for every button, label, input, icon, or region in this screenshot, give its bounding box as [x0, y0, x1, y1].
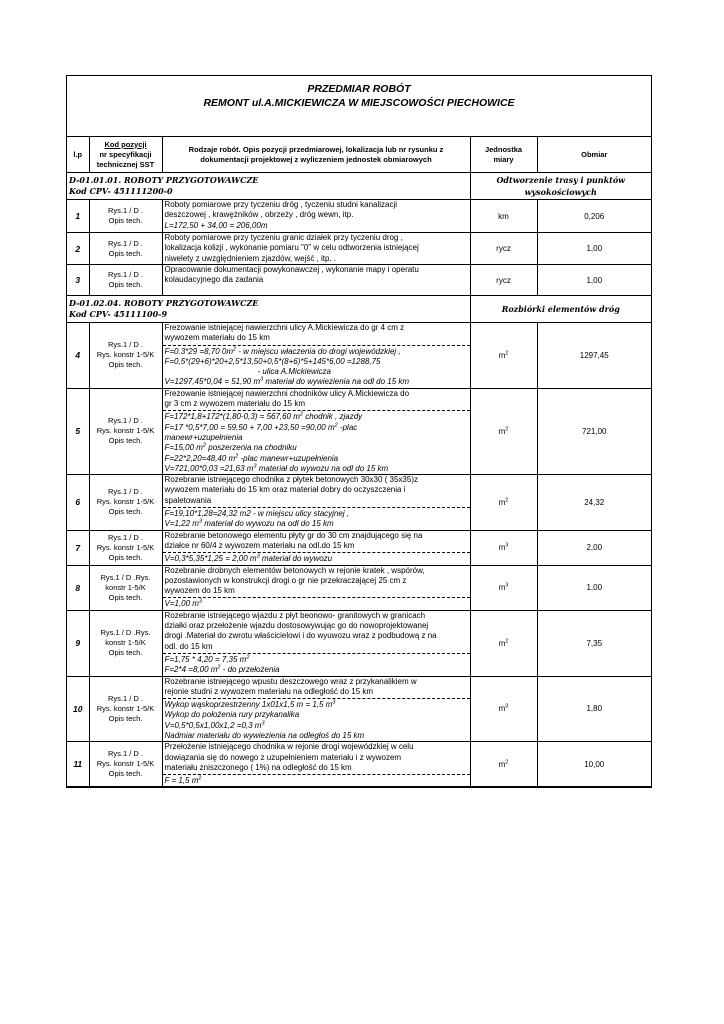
spec-line: Opis tech. — [108, 216, 143, 225]
unit-superscript: 3 — [505, 542, 509, 549]
line-text: Rozebranie betonowego elementu płyty gr do 30 cm znajdującego się na — [164, 530, 423, 540]
line-suffix: chodnik , zjazdy — [303, 412, 363, 422]
spec-line: Rys.1 / D .Rys. — [100, 628, 151, 638]
spec-line: Opis tech. — [108, 507, 143, 517]
row-number: 9 — [67, 610, 89, 676]
description-line — [163, 496, 470, 508]
work-description — [162, 610, 470, 676]
spec-line: Rys. konstr 1-5/K — [96, 703, 155, 713]
description-line — [163, 531, 470, 541]
row-number: 8 — [67, 565, 89, 610]
header-kod-line1: Kod pozycji — [104, 139, 147, 149]
work-description — [162, 742, 470, 787]
header-jednostka — [470, 137, 537, 173]
table-row — [67, 200, 651, 233]
line-suffix: materiał do wywozu na odl do 15 km — [202, 519, 334, 529]
calculation-line — [163, 412, 470, 422]
calculation-line — [163, 454, 470, 464]
spec-reference — [89, 610, 162, 676]
line-text: Roboty pomiarowe przy tyczeniu dróg , tyczeniu studni kanalizacji — [164, 200, 398, 209]
description-line — [163, 210, 470, 220]
line-text: rejonie studni z wywozem materiału na odległość do 15 km — [164, 686, 374, 696]
line-text: V=1297,45*0,04 = 51,90 m — [164, 377, 261, 387]
spec-line: Rys.1 / D . — [107, 238, 143, 248]
measured-quantity: 1,00 — [537, 565, 651, 610]
line-text: F=0,5*(29+6)*20+2,5*13,50+0,5*(8+6)*5+145*6,00 =1288,75 — [164, 356, 381, 366]
description-line — [163, 323, 470, 333]
spec-reference — [89, 676, 162, 742]
row-number: 3 — [67, 265, 89, 296]
line-text: Rozebranie istniejącego wjazdu z płyt beonowo- granitowych w granicach — [164, 610, 426, 620]
description-line — [163, 541, 470, 553]
measured-quantity: 2,00 — [537, 530, 651, 565]
spec-line: Opis tech. — [108, 248, 143, 258]
spec-line: Rys.1 / D . — [107, 270, 143, 279]
line-text: F=2*4 =8,00 m — [164, 665, 218, 675]
spec-line: Rys. konstr 1-5/K — [96, 350, 155, 360]
superscript: 2 — [235, 452, 239, 459]
spec-line: konstr 1-5/K — [105, 582, 146, 592]
calculation-line — [163, 367, 470, 377]
line-text: F=17 *0,5*7,00 = 59,50 + 7,00 +23,50 =90,00 m — [164, 422, 335, 432]
spec-line: Rys. konstr 1-5/K — [96, 759, 155, 769]
calculation-line — [163, 599, 470, 609]
calculation-line — [163, 509, 470, 519]
description-line — [163, 200, 470, 210]
calculation-line — [163, 655, 470, 665]
superscript: 2 — [246, 654, 250, 661]
superscript: 2 — [334, 422, 338, 429]
description-line — [163, 254, 470, 264]
description-line — [163, 631, 470, 641]
line-text: F=0.3*29 =8,70 0m — [164, 346, 233, 356]
superscript: 2 — [233, 345, 237, 352]
line-text: Rozebranie istniejącego wpustu deszczowego wraz z przykanalikiem w — [164, 676, 417, 686]
spec-line: Opis tech. — [108, 648, 143, 658]
title-line-1: PRZEDMIAR ROBÓT — [307, 83, 411, 95]
description-line — [163, 677, 470, 687]
document-title — [67, 76, 651, 137]
description-line — [163, 333, 470, 345]
header-rodzaj-line1: Rodzaje robót. Opis pozycji przedmiarowej, lokalizacja lub nr rysunku z — [188, 144, 444, 154]
unit-text: rycz — [496, 244, 511, 253]
section-category-line1: Odtworzenie trasy i punktów — [496, 175, 626, 185]
header-rodzaj-line2: dokumentacji projektowej z wyliczeniem jednostek obmiarowych — [200, 154, 432, 164]
line-text: lokalizacja kolizji , wykonanie pomiaru "0" w celu odtworzenia istniejącej — [164, 243, 419, 253]
row-number: 7 — [67, 530, 89, 565]
table-row — [67, 676, 651, 742]
section-cpv: Kod CPV- 45111100-9 — [69, 309, 168, 319]
unit-text: m — [498, 543, 506, 553]
section-code: D-01.02.04. ROBOTY PRZYGOTOWAWCZE — [69, 298, 259, 308]
section-cpv: Kod CPV- 451111200-0 — [69, 186, 173, 196]
work-description — [162, 530, 470, 565]
header-kod-line3: technicznej SST — [96, 159, 155, 169]
line-text: Opracowanie dokumentacji powykonawczej , wykonanie mapy i operatu — [164, 265, 419, 274]
header-rodzaj — [162, 137, 470, 173]
line-text: - ulica A.Mickiewicza — [257, 367, 331, 377]
line-text: materiału zniszczonego ( 1%) na odległość do 15 km — [164, 762, 352, 772]
unit-of-measure — [470, 265, 537, 296]
line-suffix: materiał do wywozu — [259, 554, 333, 564]
superscript: 3 — [261, 720, 265, 727]
unit-text: rycz — [496, 275, 511, 285]
estimate-table — [67, 137, 651, 787]
measured-quantity: 1,00 — [537, 233, 651, 265]
work-description — [162, 475, 470, 530]
description-line — [163, 265, 470, 275]
spec-line: Rys. konstr 1-5/K — [96, 426, 155, 436]
measured-quantity: 24,32 — [537, 475, 651, 530]
table-row — [67, 323, 651, 389]
measured-quantity: 0,206 — [537, 200, 651, 233]
description-line — [163, 642, 470, 654]
line-text: pozostawionych w konstrukcji drogi o gr nie przekraczającej 25 cm z — [164, 575, 407, 585]
cost-estimate-sheet — [66, 75, 652, 788]
spec-reference — [89, 565, 162, 610]
line-text: V=0,3*5,35*1,25 = 2,00 m — [164, 554, 257, 564]
unit-superscript: 2 — [505, 497, 509, 504]
description-line — [163, 742, 470, 752]
line-text: dowiązania się do nowego z uzupełnieniem materiału i z wywozem — [164, 752, 402, 762]
section-code: D-01.01.01. ROBOTY PRZYGOTOWAWCZE — [69, 175, 259, 185]
description-line — [163, 753, 470, 763]
line-text: Wykop do położenia rury przykanalika — [164, 710, 300, 720]
superscript: 3 — [198, 518, 203, 525]
unit-of-measure — [470, 565, 537, 610]
superscript: 3 — [332, 699, 336, 706]
description-line — [163, 243, 470, 253]
line-text: Przełożenie istniejącego chodnika w rejonie drogi wojewódzkiej w celu — [164, 742, 414, 752]
unit-superscript: 2 — [505, 350, 509, 357]
calculation-line — [163, 357, 470, 367]
spec-line: Rys.1 / D . — [107, 416, 143, 426]
superscript: 2 — [202, 442, 207, 449]
spec-line: Opis tech. — [108, 713, 143, 723]
calculation-line — [163, 423, 470, 433]
line-suffix: - w miejscu właczenia do drogi wojewódzkiej , — [236, 346, 401, 356]
line-text: drogi .Materiał do zwrotu właścicielowi i do wyuwozu wraz z podbudową z na — [164, 631, 437, 641]
spec-line: Opis tech. — [108, 769, 143, 779]
measured-quantity: 1297,45 — [537, 323, 651, 389]
unit-superscript: 2 — [505, 426, 509, 433]
spec-line: Opis tech. — [108, 436, 143, 446]
line-suffix: poszerzenia na chodniku — [206, 443, 297, 453]
spec-line: Rys.1 / D . — [107, 206, 143, 215]
section-title — [67, 296, 470, 323]
superscript: 2 — [217, 664, 221, 671]
table-row — [67, 610, 651, 676]
calculation-line — [163, 433, 470, 443]
work-description — [162, 323, 470, 389]
table-row — [67, 233, 651, 265]
line-text: V=1,00 m — [164, 599, 199, 609]
unit-of-measure — [470, 475, 537, 530]
table-row — [67, 530, 651, 565]
section-row — [67, 296, 651, 323]
line-text: Frezowanie istniejącej nawierzchni chodników ulicy A.Mickiewicza do — [164, 388, 410, 398]
superscript: 3 — [256, 553, 260, 560]
description-line — [163, 275, 470, 285]
unit-superscript: 3 — [505, 703, 509, 710]
calculation-line — [163, 700, 470, 710]
spec-reference — [89, 388, 162, 474]
work-description — [162, 265, 470, 296]
unit-of-measure — [470, 676, 537, 742]
unit-text: m — [498, 759, 506, 769]
superscript: 3 — [260, 376, 264, 383]
line-text: deszczowej , krawężników , obrzeży , dróg wewn, itp. — [164, 210, 354, 220]
row-number: 11 — [67, 742, 89, 787]
section-row — [67, 173, 651, 200]
spec-line: Opis tech. — [108, 360, 143, 370]
spec-reference — [89, 475, 162, 530]
line-text: Rozebranie drobnych elementów betonowych w rejonie kratek , wspórów, — [164, 565, 425, 575]
line-text: V=721,00*0,03 =21,63 m — [164, 463, 254, 473]
unit-text: m — [498, 497, 506, 507]
line-text: wywozem do 15 km — [164, 586, 235, 596]
description-line — [163, 485, 470, 495]
table-row — [67, 388, 651, 474]
line-text: spaletowania — [164, 495, 212, 505]
section-category-line1: Rozbiórki elementów dróg — [501, 304, 620, 314]
unit-text: m — [498, 426, 506, 436]
calculation-line — [163, 776, 470, 786]
line-suffix: -plac — [337, 422, 358, 432]
calculation-line — [163, 665, 470, 675]
row-number: 1 — [67, 200, 89, 233]
line-suffix: -plac manewr+uzupełnienia — [238, 453, 339, 463]
calculation-line — [163, 377, 470, 387]
table-row — [67, 565, 651, 610]
line-text: Wykop wąskoprzestrzenny 1x01x1,5 m = 1,5 m — [164, 700, 333, 710]
line-text: F = 1,5 m — [164, 776, 199, 786]
line-text: L=172,50 + 34,00 = 206,00m — [164, 220, 268, 230]
section-category-line2: wysokościowych — [524, 187, 597, 197]
row-number: 2 — [67, 233, 89, 265]
calculation-line — [163, 221, 470, 231]
description-line — [163, 763, 470, 775]
line-text: F=15,00 m — [164, 443, 203, 453]
description-line — [163, 399, 470, 411]
header-jednostka-line2: miary — [493, 154, 514, 164]
line-text: wywozem materiału do 15 km — [164, 333, 270, 343]
unit-of-measure — [470, 742, 537, 787]
row-number: 10 — [67, 676, 89, 742]
description-line — [163, 621, 470, 631]
row-number: 6 — [67, 475, 89, 530]
table-row — [67, 742, 651, 787]
line-text: gr 3 cm z wywozem materiału do 15 km — [164, 399, 305, 409]
line-suffix: materiał do wywozu na odl do 15 km — [256, 463, 389, 473]
description-line — [163, 566, 470, 576]
superscript: 2 — [198, 775, 202, 782]
calculation-line — [163, 710, 470, 720]
spec-line: Rys.1 / D . — [107, 749, 143, 759]
unit-of-measure — [470, 610, 537, 676]
table-row — [67, 475, 651, 530]
line-text: F=22*2,20=48,40 m — [164, 453, 236, 463]
description-line — [163, 576, 470, 586]
spec-line: Rys. konstr 1-5/K — [96, 542, 155, 552]
unit-text: m — [498, 583, 506, 593]
header-kod-line2: nr specyfikacji — [99, 149, 152, 159]
spec-reference — [89, 530, 162, 565]
superscript: 3 — [253, 463, 257, 470]
spec-line: Rys.1 / D . — [107, 487, 143, 497]
calculation-line — [163, 731, 470, 741]
work-description — [162, 200, 470, 233]
header-kod — [89, 137, 162, 173]
calculation-line — [163, 443, 470, 453]
line-text: Frezowanie istniejącej nawierzchni ulicy A.Mickiewicza do gr 4 cm z — [164, 323, 405, 332]
unit-of-measure — [470, 323, 537, 389]
calculation-line — [163, 347, 470, 357]
unit-text: m — [498, 638, 506, 648]
header-lp: l.p — [67, 137, 89, 173]
row-number: 4 — [67, 323, 89, 389]
measured-quantity: 721,00 — [537, 388, 651, 474]
row-number: 5 — [67, 388, 89, 474]
spec-line: Opis tech. — [108, 552, 143, 562]
unit-superscript: 3 — [505, 582, 509, 589]
unit-of-measure — [470, 388, 537, 474]
unit-of-measure — [470, 200, 537, 233]
description-line — [163, 687, 470, 699]
spec-reference — [89, 233, 162, 265]
section-title — [67, 173, 470, 200]
spec-reference — [89, 742, 162, 787]
work-description — [162, 676, 470, 742]
calculation-line — [163, 721, 470, 731]
calculation-line — [163, 554, 470, 564]
spec-reference — [89, 200, 162, 233]
unit-text: m — [498, 350, 506, 360]
line-text: działki oraz przełożenie wjazdu dostosowywując go do nowoprojektowanej — [164, 621, 429, 631]
unit-superscript: 2 — [505, 759, 509, 766]
line-text: działce nr 60/4 z wywozem materiału na odl.do 15 km — [164, 540, 355, 550]
work-description — [162, 388, 470, 474]
unit-superscript: 2 — [505, 637, 509, 644]
work-description — [162, 565, 470, 610]
spec-line: Rys.1 / D .Rys. — [100, 572, 151, 582]
spec-line: Opis tech. — [108, 280, 143, 289]
line-text: wywozem materiału do 15 km oraz materiał dobry do oczyszczenia i — [164, 485, 406, 495]
header-jednostka-line1: Jednostka — [484, 144, 523, 154]
title-line-2: REMONT ul.A.MICKIEWICZA W MIEJSCOWOŚCI PIECHOWICE — [203, 97, 515, 109]
line-text: kolaudacyjnego dla zadania — [164, 275, 264, 285]
table-row — [67, 265, 651, 296]
unit-of-measure — [470, 233, 537, 265]
spec-line: Rys.1 / D . — [107, 340, 143, 350]
header-obmiar: Obmiar — [537, 137, 651, 173]
line-suffix: materiał do wywiezienia na odl do 15 km — [263, 377, 410, 387]
spec-line: Rys.1 / D . — [107, 532, 143, 542]
line-text: F=19,10*1,28=24,32 m2 - w miejscu ulicy stacyjnej , — [164, 509, 350, 519]
line-text: Nadmiar materiału do wywiezienia na odległoś do 15 km — [164, 730, 365, 740]
line-text: Roboty pomiarowe przy tyczeniu granic działek przy tyczeniu drog , — [164, 233, 403, 242]
calculation-line — [163, 464, 470, 474]
spec-line: Rys. konstr 1-5/K — [96, 497, 155, 507]
table-header-row — [67, 137, 651, 173]
section-category — [470, 296, 651, 323]
superscript: 2 — [299, 411, 303, 418]
description-line — [163, 233, 470, 243]
measured-quantity: 1,80 — [537, 676, 651, 742]
measured-quantity: 10,00 — [537, 742, 651, 787]
line-text: manewr+uzupełnienia — [164, 432, 243, 442]
measured-quantity: 1,00 — [537, 265, 651, 296]
spec-reference — [89, 265, 162, 296]
description-line — [163, 611, 470, 621]
line-text: odl. do 15 km — [164, 641, 213, 651]
spec-reference — [89, 323, 162, 389]
work-description — [162, 233, 470, 265]
spec-line: Rys.1 / D . — [107, 693, 143, 703]
description-line — [163, 586, 470, 598]
line-text: F=172*1,8+172*(1,80-0,3) = 567,60 m — [164, 412, 300, 422]
calculation-line — [163, 519, 470, 529]
line-text: F=1,75 * 4,20 = 7,35 m — [164, 654, 247, 664]
spec-line: konstr 1-5/K — [105, 638, 146, 648]
unit-of-measure — [470, 530, 537, 565]
measured-quantity: 7,35 — [537, 610, 651, 676]
description-line — [163, 389, 470, 399]
section-category — [470, 173, 651, 200]
unit-text: m — [498, 704, 506, 714]
line-text: Rozebranie istniejącego chodnika z płytek betonowych 30x30 ( 35x35)z — [164, 475, 418, 485]
unit-text: km — [498, 211, 509, 221]
spec-line: Opis tech. — [108, 592, 143, 602]
line-text: V=1,22 m — [164, 519, 199, 529]
line-text: niwelety z uwzględnieniem zjazdów, wejść , itp. . — [164, 253, 337, 263]
line-text: V=0,5*0,5x1,00x1,2 =0,3 m — [164, 720, 262, 730]
superscript: 3 — [198, 598, 203, 605]
description-line — [163, 475, 470, 485]
line-suffix: - do przełożenia — [220, 665, 280, 675]
